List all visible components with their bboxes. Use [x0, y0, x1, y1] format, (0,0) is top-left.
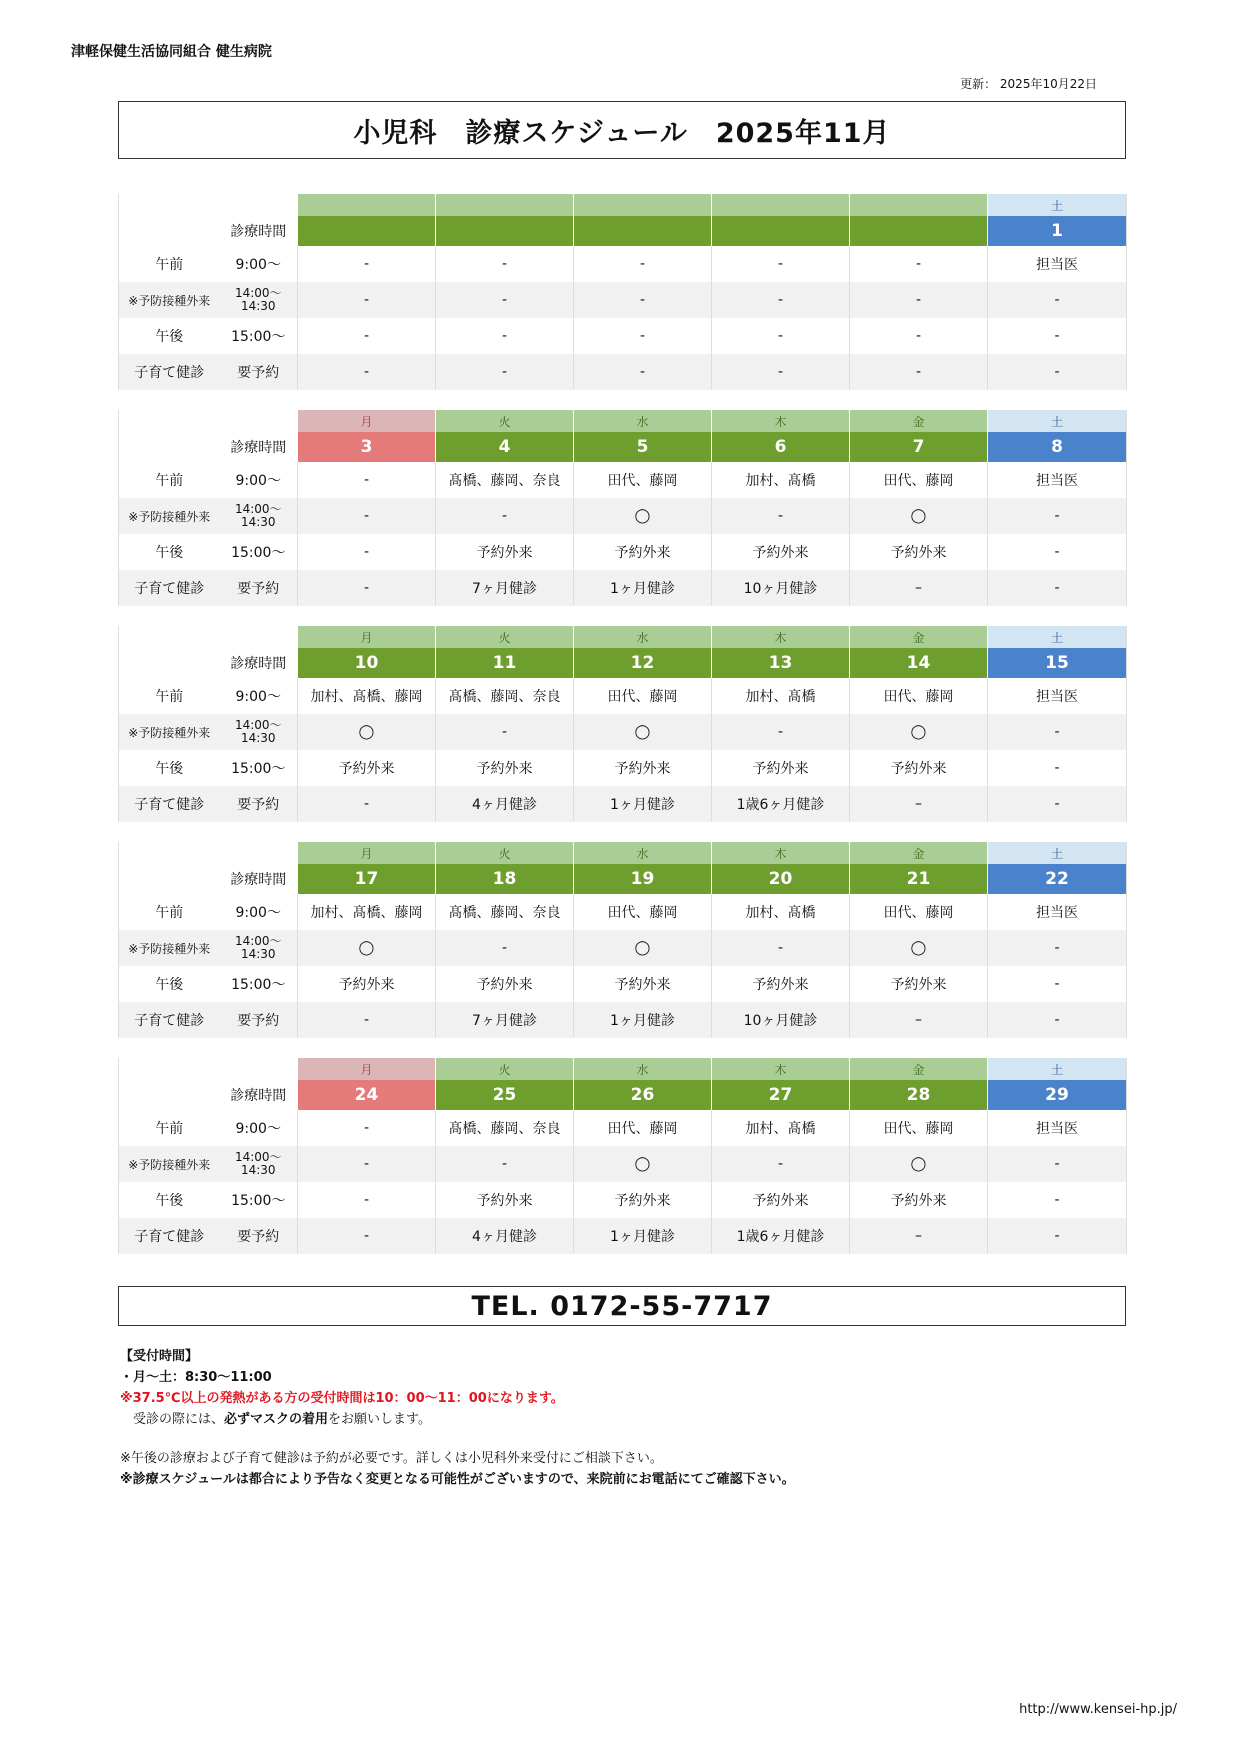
vaccination-status: - — [712, 1146, 850, 1182]
pm-status: 予約外来 — [574, 966, 712, 1002]
vaccination-status: - — [988, 930, 1127, 966]
pm-status: - — [298, 1182, 436, 1218]
am-doctors: 髙橋、藤岡、奈良 — [436, 894, 574, 930]
checkup-type: 1歳6ヶ月健診 — [712, 1218, 850, 1254]
checkup-type: – — [850, 570, 988, 606]
checkup-type: - — [988, 1218, 1127, 1254]
weekday-header: 土 — [988, 1058, 1127, 1080]
vaccination-status: - — [712, 282, 850, 318]
row-label-am: 午前 — [119, 462, 220, 498]
weekday-header — [712, 194, 850, 216]
date-number: 29 — [988, 1080, 1127, 1110]
row-label-am: 午前 — [119, 1110, 220, 1146]
row-label-am: 午前 — [119, 894, 220, 930]
vaccination-status: - — [988, 282, 1127, 318]
date-number: 4 — [436, 432, 574, 462]
am-doctors: 加村、髙橋、藤岡 — [298, 894, 436, 930]
weekday-header: 月 — [298, 410, 436, 432]
weekday-header: 木 — [712, 842, 850, 864]
week-table — [118, 842, 1127, 1038]
checkup-type: - — [988, 570, 1127, 606]
reception-title: 【受付時間】 — [120, 1349, 199, 1364]
updated-date: 更新： 2025年10月22日 — [960, 77, 1097, 91]
hours-label: 診療時間 — [220, 648, 298, 678]
vaccination-status: ◯ — [298, 714, 436, 750]
weekday-header: 水 — [574, 410, 712, 432]
date-number: 1 — [988, 216, 1127, 246]
date-number: 26 — [574, 1080, 712, 1110]
date-number: 5 — [574, 432, 712, 462]
checkup-type: – — [850, 786, 988, 822]
weekday-header: 月 — [298, 842, 436, 864]
pm-status: - — [574, 318, 712, 354]
pm-status: 予約外来 — [850, 1182, 988, 1218]
row-time-vaccination: 14:00〜 14:30 — [220, 1146, 298, 1182]
weekday-header: 火 — [436, 626, 574, 648]
row-time-pm: 15:00〜 — [231, 545, 286, 561]
week-table — [118, 1058, 1127, 1254]
checkup-type: - — [988, 1002, 1127, 1038]
checkup-type: 7ヶ月健診 — [436, 570, 574, 606]
pm-status: - — [988, 534, 1127, 570]
week-table — [118, 194, 1127, 390]
am-doctors: 加村、髙橋 — [712, 678, 850, 714]
row-label-checkup: 子育て健診 — [119, 354, 220, 390]
date-number — [298, 216, 436, 246]
pm-status: 予約外来 — [436, 1182, 574, 1218]
am-doctors: 田代、藤岡 — [850, 1110, 988, 1146]
checkup-type: 10ヶ月健診 — [712, 1002, 850, 1038]
reservation-note: ※午後の診療および子育て健診は予約が必要です。詳しくは小児科外来受付にご相談下さい。 — [120, 1451, 663, 1466]
weekday-header: 金 — [850, 842, 988, 864]
row-label-vaccination: ※予防接種外来 — [119, 1146, 220, 1182]
row-time-checkup: 要予約 — [220, 1002, 298, 1038]
checkup-type: 1ヶ月健診 — [574, 1002, 712, 1038]
row-time-vaccination: 14:00〜 14:30 — [220, 282, 298, 318]
row-time-checkup: 要予約 — [220, 570, 298, 606]
date-number: 25 — [436, 1080, 574, 1110]
vaccination-status: - — [988, 714, 1127, 750]
pm-status: 予約外来 — [436, 534, 574, 570]
row-label-checkup: 子育て健診 — [119, 786, 220, 822]
checkup-type: - — [298, 1002, 436, 1038]
checkup-type: - — [298, 1218, 436, 1254]
weekday-header — [436, 194, 574, 216]
mask-notice: 受診の際には、必ずマスクの着用をお願いします。 — [120, 1412, 431, 1427]
weekday-header — [298, 194, 436, 216]
row-label-am: 午前 — [119, 678, 220, 714]
pm-status: 予約外来 — [850, 534, 988, 570]
am-doctors: 田代、藤岡 — [574, 1110, 712, 1146]
pm-status: 予約外来 — [574, 1182, 712, 1218]
pm-status: - — [988, 966, 1127, 1002]
am-doctors: - — [712, 246, 850, 282]
am-doctors: 田代、藤岡 — [850, 462, 988, 498]
vaccination-status: - — [436, 498, 574, 534]
date-number: 7 — [850, 432, 988, 462]
date-number: 24 — [298, 1080, 436, 1110]
pm-status: 予約外来 — [574, 534, 712, 570]
row-time-pm: 15:00〜 — [231, 761, 286, 777]
row-time-vaccination: 14:00〜 14:30 — [220, 714, 298, 750]
vaccination-status: - — [712, 714, 850, 750]
notes — [120, 1346, 795, 1490]
pm-status: 予約外来 — [850, 966, 988, 1002]
row-label-checkup: 子育て健診 — [119, 570, 220, 606]
am-doctors: 田代、藤岡 — [574, 678, 712, 714]
weekday-header: 金 — [850, 410, 988, 432]
checkup-type: 1ヶ月健診 — [574, 570, 712, 606]
pm-status: 予約外来 — [436, 750, 574, 786]
vaccination-status: - — [712, 498, 850, 534]
date-number: 28 — [850, 1080, 988, 1110]
date-number: 21 — [850, 864, 988, 894]
am-doctors: - — [850, 246, 988, 282]
am-doctors: 田代、藤岡 — [574, 462, 712, 498]
checkup-type: 7ヶ月健診 — [436, 1002, 574, 1038]
row-time-checkup: 要予約 — [220, 1218, 298, 1254]
telephone-number: TEL. 0172-55-7717 — [118, 1286, 1126, 1326]
vaccination-status: ◯ — [574, 498, 712, 534]
row-label-am: 午前 — [119, 246, 220, 282]
date-number: 17 — [298, 864, 436, 894]
vaccination-status: - — [298, 1146, 436, 1182]
am-doctors: 加村、髙橋、藤岡 — [298, 678, 436, 714]
date-number: 12 — [574, 648, 712, 678]
row-label-vaccination: ※予防接種外来 — [119, 498, 220, 534]
weekday-header: 水 — [574, 842, 712, 864]
vaccination-status: - — [298, 282, 436, 318]
row-time-am: 9:00〜 — [235, 689, 281, 705]
hours-label: 診療時間 — [220, 864, 298, 894]
fever-notice: ※37.5℃以上の発熱がある方の受付時間は10：00〜11：00になります。 — [120, 1391, 564, 1406]
weekday-header: 月 — [298, 1058, 436, 1080]
date-number: 19 — [574, 864, 712, 894]
date-number: 3 — [298, 432, 436, 462]
am-doctors: - — [298, 246, 436, 282]
vaccination-status: - — [436, 282, 574, 318]
row-time-vaccination: 14:00〜 14:30 — [220, 930, 298, 966]
checkup-type: 1ヶ月健診 — [574, 1218, 712, 1254]
weekday-header: 金 — [850, 626, 988, 648]
date-number — [850, 216, 988, 246]
row-label-pm: 午後 — [119, 534, 220, 570]
weekday-header: 水 — [574, 626, 712, 648]
weekday-header — [574, 194, 712, 216]
vaccination-status: - — [298, 498, 436, 534]
am-doctors: 担当医 — [988, 1110, 1127, 1146]
checkup-type: - — [574, 354, 712, 390]
weekday-header: 土 — [988, 410, 1127, 432]
schedule-change-note: ※診療スケジュールは都合により予告なく変更となる可能性がございますので、来院前にお電話にてご確認下さい。 — [120, 1472, 795, 1487]
weekday-header: 土 — [988, 626, 1127, 648]
row-time-pm: 15:00〜 — [231, 1193, 286, 1209]
date-number: 22 — [988, 864, 1127, 894]
pm-status: 予約外来 — [298, 750, 436, 786]
date-number: 10 — [298, 648, 436, 678]
checkup-type: - — [298, 786, 436, 822]
am-doctors: 髙橋、藤岡、奈良 — [436, 678, 574, 714]
weekday-header: 木 — [712, 410, 850, 432]
date-number: 18 — [436, 864, 574, 894]
date-number — [574, 216, 712, 246]
schedule-weeks — [118, 194, 1126, 1274]
vaccination-status: ◯ — [298, 930, 436, 966]
row-label-checkup: 子育て健診 — [119, 1218, 220, 1254]
am-doctors: - — [298, 1110, 436, 1146]
date-number: 8 — [988, 432, 1127, 462]
vaccination-status: - — [436, 930, 574, 966]
checkup-type: - — [988, 786, 1127, 822]
vaccination-status: ◯ — [850, 498, 988, 534]
am-doctors: 髙橋、藤岡、奈良 — [436, 1110, 574, 1146]
date-number: 13 — [712, 648, 850, 678]
weekday-header: 火 — [436, 410, 574, 432]
pm-status: 予約外来 — [298, 966, 436, 1002]
weekday-header: 水 — [574, 1058, 712, 1080]
am-doctors: - — [298, 462, 436, 498]
am-doctors: 加村、髙橋 — [712, 894, 850, 930]
checkup-type: - — [988, 354, 1127, 390]
pm-status: - — [436, 318, 574, 354]
checkup-type: – — [850, 1218, 988, 1254]
website-url[interactable]: http://www.kensei-hp.jp/ — [1019, 1702, 1177, 1717]
page-title: 小児科 診療スケジュール 2025年11月 — [118, 101, 1126, 159]
pm-status: 予約外来 — [436, 966, 574, 1002]
vaccination-status: - — [436, 714, 574, 750]
hours-label: 診療時間 — [220, 216, 298, 246]
row-time-am: 9:00〜 — [235, 905, 281, 921]
row-label-vaccination: ※予防接種外来 — [119, 930, 220, 966]
weekday-header — [850, 194, 988, 216]
pm-status: - — [298, 318, 436, 354]
row-label-pm: 午後 — [119, 318, 220, 354]
date-number: 14 — [850, 648, 988, 678]
date-number — [712, 216, 850, 246]
vaccination-status: ◯ — [850, 930, 988, 966]
am-doctors: 担当医 — [988, 462, 1127, 498]
am-doctors: 加村、髙橋 — [712, 1110, 850, 1146]
weekday-header: 土 — [988, 194, 1127, 216]
pm-status: 予約外来 — [712, 966, 850, 1002]
row-label-pm: 午後 — [119, 966, 220, 1002]
checkup-type: 1ヶ月健診 — [574, 786, 712, 822]
row-label-pm: 午後 — [119, 750, 220, 786]
weekday-header: 木 — [712, 1058, 850, 1080]
row-time-pm: 15:00〜 — [231, 329, 286, 345]
vaccination-status: ◯ — [850, 1146, 988, 1182]
am-doctors: 担当医 — [988, 678, 1127, 714]
vaccination-status: - — [850, 282, 988, 318]
checkup-type: - — [850, 354, 988, 390]
date-number: 20 — [712, 864, 850, 894]
row-time-am: 9:00〜 — [235, 257, 281, 273]
am-doctors: 加村、髙橋 — [712, 462, 850, 498]
vaccination-status: - — [712, 930, 850, 966]
checkup-type: 4ヶ月健診 — [436, 786, 574, 822]
vaccination-status: - — [574, 282, 712, 318]
pm-status: 予約外来 — [712, 1182, 850, 1218]
checkup-type: 10ヶ月健診 — [712, 570, 850, 606]
pm-status: - — [298, 534, 436, 570]
pm-status: - — [988, 750, 1127, 786]
weekday-header: 火 — [436, 1058, 574, 1080]
row-time-checkup: 要予約 — [220, 354, 298, 390]
checkup-type: – — [850, 1002, 988, 1038]
row-label-vaccination: ※予防接種外来 — [119, 282, 220, 318]
row-time-pm: 15:00〜 — [231, 977, 286, 993]
checkup-type: - — [436, 354, 574, 390]
am-doctors: - — [436, 246, 574, 282]
vaccination-status: ◯ — [574, 1146, 712, 1182]
hours-label: 診療時間 — [220, 432, 298, 462]
am-doctors: 田代、藤岡 — [850, 894, 988, 930]
vaccination-status: - — [436, 1146, 574, 1182]
am-doctors: 田代、藤岡 — [850, 678, 988, 714]
pm-status: 予約外来 — [712, 750, 850, 786]
am-doctors: 田代、藤岡 — [574, 894, 712, 930]
am-doctors: 担当医 — [988, 894, 1127, 930]
pm-status: - — [988, 1182, 1127, 1218]
weekday-header: 火 — [436, 842, 574, 864]
weekday-header: 木 — [712, 626, 850, 648]
reception-hours: ・月〜土：8:30〜11:00 — [120, 1370, 272, 1385]
checkup-type: - — [298, 354, 436, 390]
checkup-type: 4ヶ月健診 — [436, 1218, 574, 1254]
date-number: 15 — [988, 648, 1127, 678]
checkup-type: 1歳6ヶ月健診 — [712, 786, 850, 822]
pm-status: 予約外来 — [850, 750, 988, 786]
week-table — [118, 410, 1127, 606]
vaccination-status: - — [988, 498, 1127, 534]
row-time-checkup: 要予約 — [220, 786, 298, 822]
vaccination-status: ◯ — [574, 714, 712, 750]
weekday-header: 月 — [298, 626, 436, 648]
organization-name: 津軽保健生活協同組合 健生病院 — [71, 44, 272, 60]
pm-status: - — [712, 318, 850, 354]
vaccination-status: ◯ — [574, 930, 712, 966]
row-time-am: 9:00〜 — [235, 1121, 281, 1137]
date-number: 6 — [712, 432, 850, 462]
vaccination-status: ◯ — [850, 714, 988, 750]
date-number — [436, 216, 574, 246]
row-label-checkup: 子育て健診 — [119, 1002, 220, 1038]
vaccination-status: - — [988, 1146, 1127, 1182]
am-doctors: 髙橋、藤岡、奈良 — [436, 462, 574, 498]
hours-label: 診療時間 — [220, 1080, 298, 1110]
row-label-vaccination: ※予防接種外来 — [119, 714, 220, 750]
am-doctors: 担当医 — [988, 246, 1127, 282]
weekday-header: 土 — [988, 842, 1127, 864]
checkup-type: - — [712, 354, 850, 390]
row-time-vaccination: 14:00〜 14:30 — [220, 498, 298, 534]
checkup-type: - — [298, 570, 436, 606]
row-label-pm: 午後 — [119, 1182, 220, 1218]
pm-status: - — [850, 318, 988, 354]
week-table — [118, 626, 1127, 822]
pm-status: - — [988, 318, 1127, 354]
date-number: 27 — [712, 1080, 850, 1110]
am-doctors: - — [574, 246, 712, 282]
row-time-am: 9:00〜 — [235, 473, 281, 489]
weekday-header: 金 — [850, 1058, 988, 1080]
pm-status: 予約外来 — [712, 534, 850, 570]
pm-status: 予約外来 — [574, 750, 712, 786]
date-number: 11 — [436, 648, 574, 678]
